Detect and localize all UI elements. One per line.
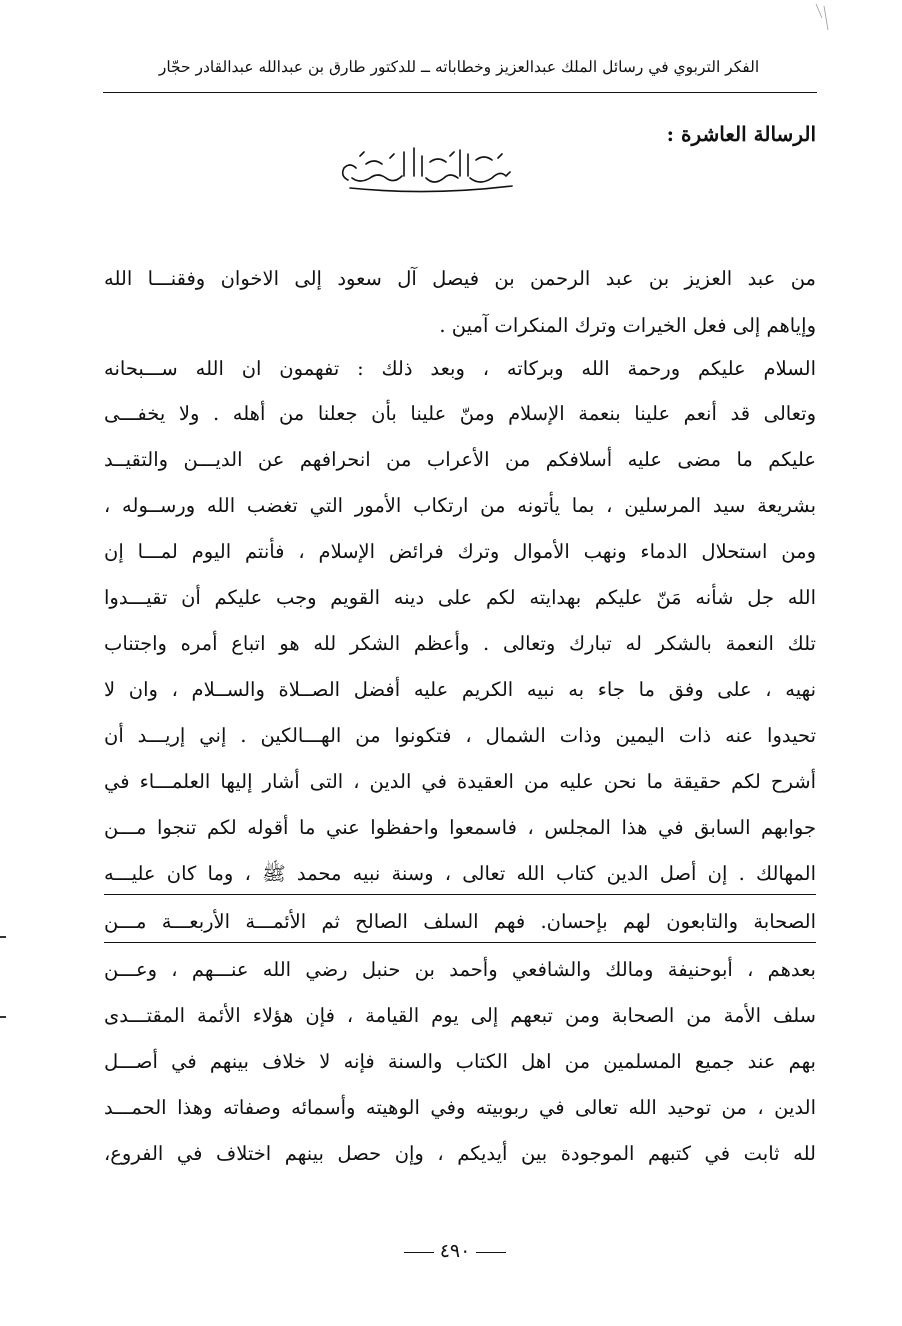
body-line-10: نهيه ، على وفق ما جاء به نبيه الكريم عليه أفضل الصــلاة والســلام ، وان لا	[104, 678, 816, 701]
basmala-calligraphy-icon	[330, 136, 530, 198]
margin-tick-upper	[0, 936, 6, 938]
body-line-18: بهم عند جميع المسلمين من اهل الكتاب والسنة فإنه لا خلاف بينهم في أصـــل	[104, 1050, 816, 1073]
body-line-19: الدين ، من توحيد الله تعالى في ربوبيته وفي الوهيته وأسمائه وصفاته وهذا الحمـــد	[104, 1096, 816, 1119]
page-number-value: ٤٩٠	[439, 1240, 471, 1262]
body-line-16: بعدهم ، أبوحنيفة ومالك والشافعي وأحمد بن حنبل رضي الله عنـــهم ، وعـــن	[104, 958, 816, 981]
scan-corner-mark	[812, 0, 832, 40]
page-number	[390, 1240, 520, 1262]
header-rule	[103, 92, 817, 93]
body-line-3: السلام عليكم ورحمة الله وبركاته ، وبعد ذلك : تفهمون ان الله ســـبحانه	[104, 357, 816, 380]
body-line-9: تلك النعمة بالشكر له تبارك وتعالى . وأعظم الشكر لله هو اتباع أمره واجتناب	[104, 632, 816, 655]
body-line-13: جوابهم السابق في هذا المجلس ، فاسمعوا واحفظوا عني ما أقوله لكم تنجوا مـــن	[104, 816, 816, 839]
body-line-20: لله ثابت في كتبهم الموجودة بين أيديكم ، وإن حصل بينهم اختلاف في الفروع،	[104, 1142, 816, 1165]
margin-tick-lower	[0, 1016, 6, 1018]
body-line-5: عليكم ما مضى عليه أسلافكم من الأعراب من انحرافهم عن الديـــن والتقيــد	[104, 448, 816, 471]
body-line-4: وتعالى قد أنعم علينا بنعمة الإسلام ومنّ علينا بأن جعلنا من أهله . ولا يخفـــى	[104, 402, 816, 425]
page-number-dash-left	[404, 1252, 434, 1253]
body-line-15-underlined: الصحابة والتابعون لهم بإحسان. فهم السلف الصالح ثم الأئمـــة الأربعـــة مـــن	[104, 902, 816, 943]
body-line-12: أشرح لكم حقيقة ما نحن عليه من العقيدة في الدين ، التى أشار إليها العلمـــاء في	[104, 770, 816, 793]
body-line-1: من عبد العزيز بن عبد الرحمن بن فيصل آل سعود إلى الاخوان وفقنـــا الله	[104, 267, 816, 290]
body-line-8: الله جل شأنه مَنّ عليكم بهدايته لكم على دينه القويم وجب عليكم أن تقيـــدوا	[104, 586, 816, 609]
body-line-11: تحيدوا عنه ذات اليمين وذات الشمال ، فتكونوا من الهـــالكين . إني إريـــد أن	[104, 724, 816, 747]
body-line-7: ومن استحلال الدماء ونهب الأموال وترك فرائض الإسلام ، فأنتم اليوم لمـــا إن	[104, 540, 816, 563]
section-title: الرسالة العاشرة :	[666, 122, 816, 146]
page-number-dash-right	[476, 1252, 506, 1253]
body-line-17: سلف الأمة من الصحابة ومن تبعهم إلى يوم القيامة ، فإن هؤلاء الأئمة المقتـــدى	[104, 1004, 816, 1027]
body-line-6: بشريعة سيد المرسلين ، بما يأتونه من ارتكاب الأمور التي تغضب الله ورســوله ،	[104, 494, 816, 517]
body-line-14-underlined: المهالك . إن أصل الدين كتاب الله تعالى ، وسنة نبيه محمد ﷺ ، وما كان عليـــه	[104, 854, 816, 895]
body-line-2: وإياهم إلى فعل الخيرات وترك المنكرات آمين .	[439, 314, 816, 337]
running-header: الفكر التربوي في رسائل الملك عبدالعزيز وخطاباته ــ للدكتور طارق بن عبدالله عبدالقادر حجّار	[158, 58, 760, 76]
